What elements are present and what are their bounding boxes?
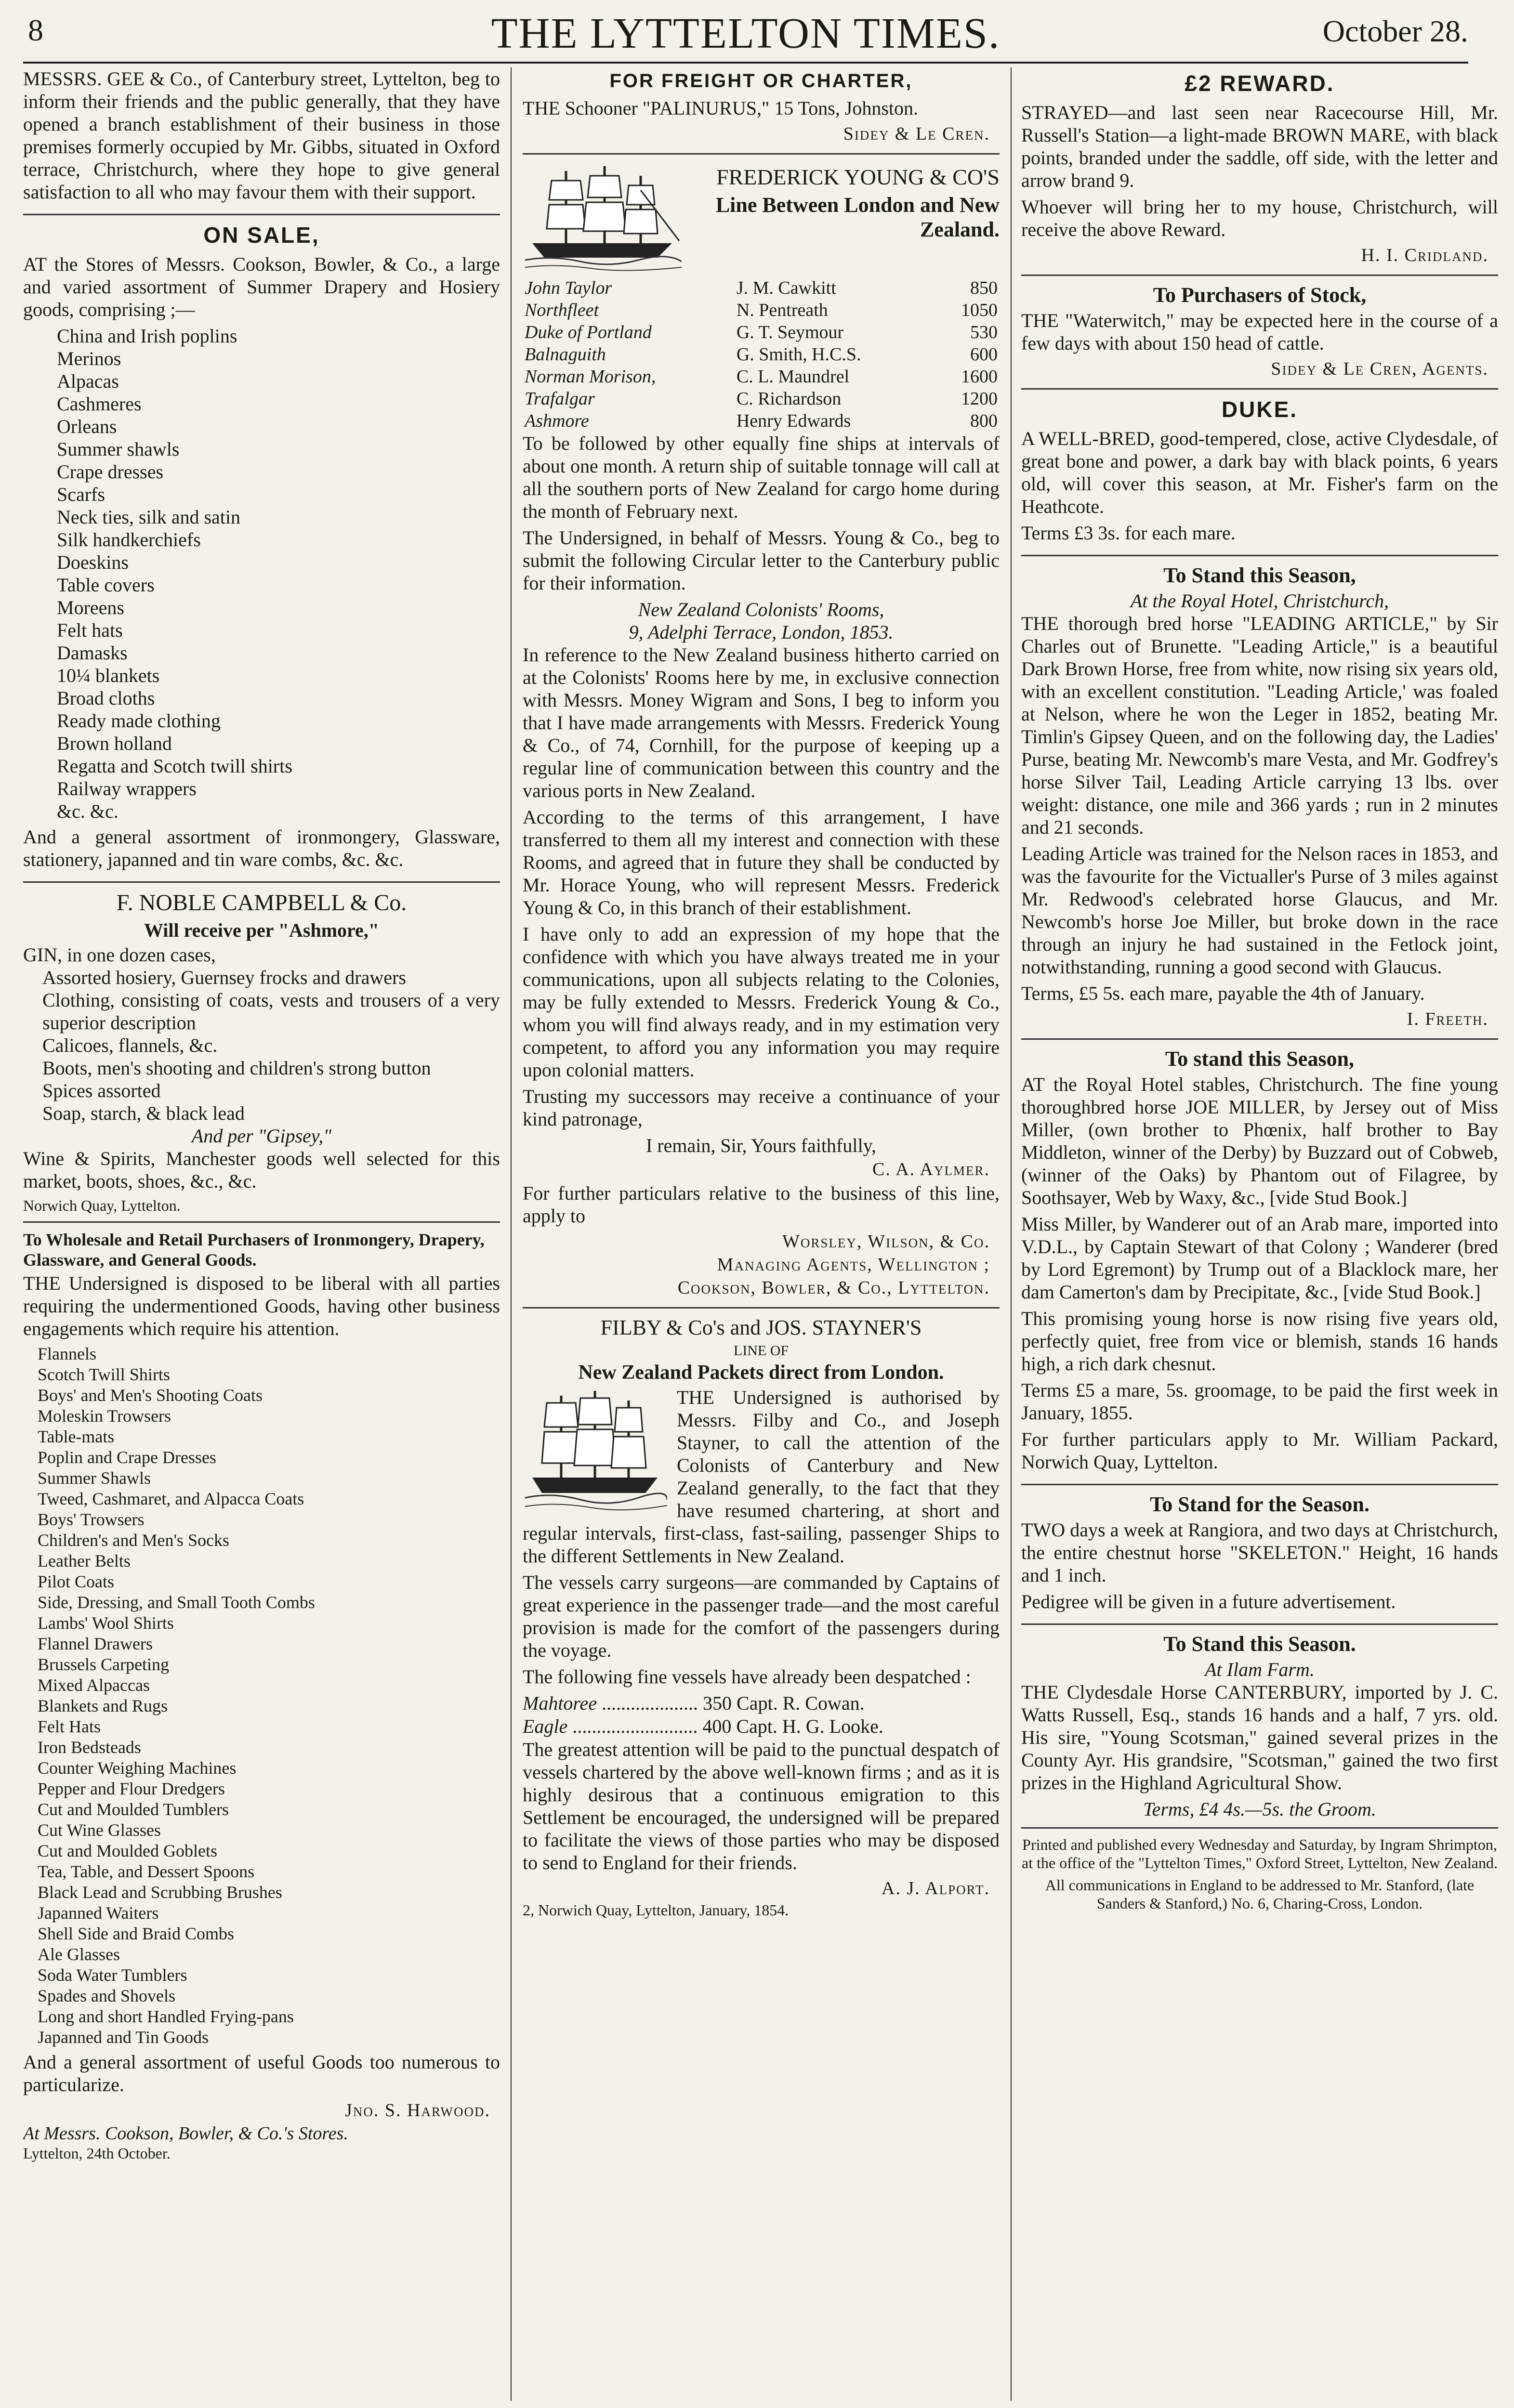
wholesale-outro: And a general assortment of useful Goods too numerous to particularize. [23,2051,500,2095]
freight-advert [523,70,1000,155]
wholesale-heading: To Wholesale and Retail Purchasers of Ironmongery, Drapery, Glassware, and General Goods. [23,1230,485,1269]
filby-line-of: LINE OF [733,1343,789,1359]
list-item: Leather Belts [38,1551,131,1570]
ship-illustration-icon [523,161,682,272]
campbell-title: F. NOBLE CAMPBELL & Co. [116,890,407,916]
duke-advert [1021,396,1498,556]
ship-tons: 1600 [961,366,998,387]
young-advert [523,161,1000,1309]
young-ships-table [523,277,1000,432]
campbell-line: Spices assorted [42,1080,161,1101]
joe-miller-advert [1021,1047,1498,1485]
wholesale-items [38,1344,500,2048]
column-divider [1011,67,1012,2401]
campbell-address: Norwich Quay, Lyttelton. [23,1197,181,1214]
list-item: Summer shawls [57,438,180,460]
filby-vessels [523,1692,1000,1738]
list-item: Tweed, Cashmaret, and Alpacca Coats [38,1489,304,1508]
captain-name: C. L. Maundrel [736,366,850,387]
list-item: Poplin and Crape Dresses [38,1448,216,1467]
young-dateline-1: New Zealand Colonists' Rooms, [638,599,884,620]
list-item: Damasks [57,642,128,664]
joe-p5: For further particulars apply to Mr. William Packard, Norwich Quay, Lyttelton. [1021,1428,1498,1473]
duke-text: A WELL-BRED, good-tempered, close, active Clydesdale, of great bone and power, a dark bay with black points, 6 years old, will cover this season, at Mr. Fisher's farm on the Heathcote. [1021,428,1498,517]
young-p4: According to the terms of this arrangement, I have transferred to them all my interest and connection with these Rooms, and agreed that in future they shall be conducted by Mr. Horace Young, who will represent Messrs. Frederick Young & Co, in this branch of their establishment. [523,806,1000,918]
header-rule [23,62,1468,64]
list-item: 10¼ blankets [57,665,160,686]
list-item: Cut Wine Glasses [38,1820,161,1840]
campbell-line: Boots, men's shooting and children's strong button [42,1057,431,1079]
skeleton-p2: Pedigree will be given in a future advertisement. [1021,1591,1396,1612]
duke-terms: Terms £3 3s. for each mare. [1021,522,1236,544]
vessel-captain: Capt. R. Cowan. [737,1692,865,1714]
leading-signature: I. Freeth. [1407,1009,1488,1029]
skeleton-p1: TWO days a week at Rangiora, and two days at Christchurch, the entire chestnut horse "SKELETON." Height, 16 hands and 1 inch. [1021,1519,1498,1586]
list-item: Black Lead and Scrubbing Brushes [38,1883,282,1902]
imprint-p2: All communications in England to be addressed to Mr. Stanford, (late Sanders & Stanford,) No. 6, Charing-Cross, London. [1045,1876,1475,1912]
leading-p3: Terms, £5 5s. each mare, payable the 4th of January. [1021,982,1425,1004]
ship-tons: 850 [970,278,998,298]
leading-subtitle: At the Royal Hotel, Christchurch, [1130,590,1389,612]
captain-name: J. M. Cawkitt [736,278,836,298]
reward-signature: H. I. Cridland. [1361,245,1488,265]
wholesale-date: Lyttelton, 24th October. [23,2145,171,2162]
list-item: Broad cloths [57,687,155,709]
list-item: Pepper and Flour Dredgers [38,1779,225,1798]
table-row [523,388,1000,410]
canterbury-title: To Stand this Season. [1163,1632,1356,1656]
list-item: Orleans [57,416,117,437]
gee-advert [23,67,500,215]
list-item: Brown holland [57,733,172,754]
wholesale-intro: THE Undersigned is disposed to be liberal with all parties requiring the undermentioned Goods, having other business engagements which require his attention. [23,1272,500,1339]
ship-tons: 530 [970,322,998,342]
wholesale-advert [23,1230,500,2169]
young-p1: To be followed by other equally fine ships at intervals of about one month. A return ship of suitable tonnage will call at all the southern ports of New Zealand for cargo home during the month of February next. [523,432,1000,522]
filby-subtitle: New Zealand Packets direct from London. [578,1361,944,1384]
reward-text-2: Whoever will bring her to my house, Christchurch, will receive the above Reward. [1021,196,1498,240]
list-item: Japanned Waiters [38,1903,159,1923]
gee-text: MESSRS. GEE & Co., of Canterbury street, Lyttelton, beg to inform their friends and the public generally, that they have opened a branch establishment of their business in those premises formerly occupied by Mr. Gibbs, situated in Oxford terrace, Christchurch, where they hope to give general satisfaction to all who may favour them with their support. [23,68,500,203]
filby-address: 2, Norwich Quay, Lyttelton, January, 1854. [523,1901,789,1919]
joe-p2: Miss Miller, by Wanderer out of an Arab mare, imported into V.D.L., by Captain Stewart of that Colony ; Wanderer (bred by Lord Egremont) by Trump out of a Blacklock mare, her dam Camerton's dam by Precipitate, &c., [vide Stud Book.] [1021,1213,1498,1303]
list-item: Moreens [57,597,124,618]
freight-text: THE Schooner "PALINURUS," 15 Tons, Johnston. [523,97,919,119]
list-item: Doeskins [57,551,129,573]
table-row [523,321,1000,343]
issue-date: October 28. [1322,14,1468,48]
ship-name: Norman Morison, [525,366,656,387]
filby-p1: THE Undersigned is authorised by Messrs. Filby and Co., and Joseph Stayner, to call the attention of the Colonists of Canterbury and New Zealand generally, to the fact that they have resumed chartering, at short and regular intervals, first-class, fast-sailing, passenger Ships to the different Settlements in New Zealand. [523,1387,1000,1567]
young-p7: For further particulars relative to the business of this line, apply to [523,1182,1000,1227]
ship-tons: 600 [970,344,998,365]
vessel-tons: 350 [703,1692,732,1714]
ship-name: Balnaguith [525,344,606,365]
vessel-row [523,1715,1000,1738]
on-sale-heading: ON SALE, [203,222,320,248]
imprint [1021,1835,1498,1919]
captain-name: G. Smith, H.C.S. [736,344,861,365]
list-item: Flannels [38,1344,96,1363]
filby-title: FILBY & Co's and JOS. STAYNER'S [600,1316,922,1339]
imprint-p1: Printed and published every Wednesday and Saturday, by Ingram Shrimpton, at the office of the "Lyttelton Times," Oxford Street, Lyttelton, New Zealand. [1022,1836,1498,1871]
wholesale-signature: Jno. S. Harwood. [345,2100,490,2120]
ship-name: John Taylor [525,278,612,298]
list-item: Ale Glasses [38,1945,120,1964]
leading-title: To Stand this Season, [1163,563,1356,587]
skeleton-title: To Stand for the Season. [1149,1492,1369,1516]
vessel-captain: Capt. H. G. Looke. [736,1715,883,1737]
list-item: Silk handkerchiefs [57,529,201,550]
joe-p3: This promising young horse is now rising five years old, perfectly quiet, free from vice or blemish, stands 16 hands high, a rich dark chesnut. [1021,1308,1498,1374]
list-item: Ready made clothing [57,710,221,732]
young-p6: Trusting my successors may receive a continuance of your kind patronage, [523,1086,1000,1130]
duke-heading: DUKE. [1221,397,1298,422]
list-item: Spades and Shovels [38,1986,175,2005]
ship-name: Duke of Portland [525,322,652,342]
vessel-name: Mahtoree [523,1692,597,1714]
campbell-subtitle: Will receive per "Ashmore," [144,919,380,941]
young-p5: I have only to add an expression of my hope that the confidence with which you have always treated me in your communications, upon all subjects relating to the Colonies, may be fully extended to Messrs. Frederick Young & Co., whom you will find always ready, and in my estimation very competent, to afford you any information you may require upon colonial matters. [523,923,1000,1081]
on-sale-intro: AT the Stores of Messrs. Cookson, Bowler, & Co., a large and varied assortment of Summer Drapery and Hosiery goods, comprising ;— [23,253,500,320]
freight-signature: Sidey & Le Cren. [843,124,990,144]
ship-tons: 1200 [961,389,998,409]
table-row [523,277,1000,299]
young-p3: In reference to the New Zealand business hitherto carried on at the Colonists' Rooms here by me, in exclusive connection with Messrs. Money Wigram and Sons, I beg to inform you that I have made arrangements with Messrs. Frederick Young & Co., of 74, Cornhill, for the purpose of keeping up a regular line of communication between this country and the various ports in New Zealand. [523,644,1000,801]
vessel-row [523,1692,1000,1715]
list-item: Counter Weighing Machines [38,1758,237,1778]
vessel-tons: 400 [702,1715,732,1737]
list-item: Scarfs [57,484,105,505]
leader-dots: .................... [602,1692,698,1714]
filby-advert [523,1315,1000,1926]
wholesale-place: At Messrs. Cookson, Bowler, & Co.'s Stores. [23,2123,348,2144]
captain-name: G. T. Seymour [736,322,844,342]
campbell-line: Calicoes, flannels, &c. [42,1034,218,1056]
on-sale-items [57,325,500,823]
vessel-name: Eagle [523,1715,568,1737]
list-item: Blankets and Rugs [38,1696,168,1715]
stock-advert [1021,283,1498,390]
canterbury-subtitle: At Ilam Farm. [1205,1659,1315,1680]
ship-tons: 800 [970,411,998,431]
filby-p2: The vessels carry surgeons—are commanded by Captains of great experience in the passenger trade—and the most careful provision is made for the comfort of the passengers during the voyage. [523,1571,1000,1661]
young-subtitle: Line Between London and New Zealand. [715,193,1000,241]
list-item: Pilot Coats [38,1572,115,1591]
ship-name: Northfleet [525,300,599,320]
freight-heading: FOR FREIGHT OR CHARTER, [609,70,913,92]
list-item: Boys' Trowsers [38,1510,145,1529]
canterbury-advert [1021,1632,1498,1829]
list-item: Felt hats [57,619,123,641]
list-item: Long and short Handled Frying-pans [38,2007,294,2026]
column-2 [523,67,1000,2401]
list-item: Summer Shawls [38,1468,151,1488]
campbell-wine: Wine & Spirits, Manchester goods well selected for this market, boots, shoes, &c., &c. [23,1148,500,1192]
list-item: Merinos [57,348,121,369]
ship-tons: 1050 [961,300,998,320]
filby-p3: The following fine vessels have already been despatched : [523,1666,971,1688]
list-item: Crape dresses [57,461,164,483]
captain-name: C. Richardson [736,389,842,409]
captain-name: N. Pentreath [736,300,828,320]
list-item: Soda Water Tumblers [38,1965,187,1985]
table-row [523,410,1000,432]
list-item: Boys' and Men's Shooting Coats [38,1386,263,1405]
young-p2: The Undersigned, in behalf of Messrs. Young & Co., beg to submit the following Circular letter to the Canterbury public for their information. [523,527,1000,594]
on-sale-advert [23,222,500,883]
list-item: Shell Side and Braid Combs [38,1924,234,1943]
list-item: Table covers [57,574,155,596]
list-item: Side, Dressing, and Small Tooth Combs [38,1593,315,1612]
list-item: Felt Hats [38,1717,101,1736]
on-sale-outro: And a general assortment of ironmongery, Glassware, stationery, japanned and tin ware combs, &c. &c. [23,826,500,870]
campbell-line: Assorted hosiery, Guernsey frocks and drawers [42,967,406,988]
table-row [523,299,1000,321]
list-item: Neck ties, silk and satin [57,506,241,528]
young-agent-2: Managing Agents, Wellington ; [717,1255,990,1275]
masthead: THE LYTTELTON TIMES. [491,10,1001,57]
canterbury-p1: THE Clydesdale Horse CANTERBURY, imported by J. C. Watts Russell, Esq., stands 16 hands and a half, 7 yrs. old. His sire, "Young Scotsman," gained several prizes in the County Ayr. His grandsire, "Scotsman," gained the two first prizes in the Highland Agricultural Show. [1021,1681,1498,1793]
reward-heading: £2 REWARD. [1185,71,1335,96]
skeleton-advert [1021,1492,1498,1625]
list-item: &c. &c. [57,800,118,822]
list-item: Cut and Moulded Goblets [38,1841,217,1860]
page-number: 8 [28,13,43,47]
list-item: Tea, Table, and Dessert Spoons [38,1862,255,1881]
ship-illustration-icon [523,1386,667,1511]
leader-dots: .......................... [572,1715,698,1737]
list-item: Lambs' Wool Shirts [38,1613,174,1633]
ship-name: Trafalgar [525,389,595,409]
list-item: Scotch Twill Shirts [38,1365,170,1384]
list-item: Railway wrappers [57,778,197,799]
list-item: Cut and Moulded Tumblers [38,1800,229,1819]
young-title: FREDERICK YOUNG & CO'S [716,165,1000,189]
list-item: Flannel Drawers [38,1634,153,1653]
column-3 [1021,67,1498,2401]
reward-advert [1021,70,1498,276]
ship-name: Ashmore [525,411,589,431]
reward-text: STRAYED—and last seen near Racecourse Hill, Mr. Russell's Station—a light-made BROWN MARE, with black points, branded under the saddle, off side, with the letter and arrow brand 9. [1021,102,1498,191]
list-item: Japanned and Tin Goods [38,2028,209,2047]
young-agent-1: Worsley, Wilson, & Co. [782,1231,990,1252]
young-agent-3: Cookson, Bowler, & Co., Lyttelton. [677,1278,990,1298]
joe-p1: AT the Royal Hotel stables, Christchurch. The fine young thoroughbred horse JOE MILLER, by Jersey out of Miss Miller, (own brother to Phœnix, half brother to Bay Middleton, winner of the Derby) by Buzzard out of Cobweb, (winner of the Oaks) by Phantom out of Filagree, by Soothsayer, Web by Waxy, &c., [vide Stud Book.] [1021,1073,1498,1208]
list-item: Table-mats [38,1427,115,1446]
captain-name: Henry Edwards [736,411,851,431]
filby-p4: The greatest attention will be paid to the punctual despatch of vessels chartered by the above well-known firms ; and as it is highly desirous that a continuous emigration to this Settlement be encouraged, the undersigned will be prepared to facilitate the views of those parties who may be disposed to send to England for their friends. [523,1739,1000,1873]
campbell-line: Clothing, consisting of coats, vests and trousers of a very superior description [42,989,500,1034]
campbell-line: GIN, in one dozen cases, [23,944,216,966]
list-item: Iron Bedsteads [38,1738,141,1757]
list-item: Moleskin Trowsers [38,1406,171,1426]
leading-p1: THE thorough bred horse "LEADING ARTICLE," by Sir Charles out of Brunette. "Leading Article," is a beautiful Dark Brown Horse, free from white, now rising six years old, with an excellent constitution. "Leading Article,' was foaled at Nelson, where he won the Leger in 1852, beating Mr. Timlin's Gipsey Queen, and on the following day, the Ladies' Purse, beating Mr. Newcomb's mare Vesta, and Mr. Godfrey's horse Silver Tail, Leading Article carrying 13 lbs. over weight: distance, one mile and 366 yards ; run in 2 minutes and 21 seconds. [1021,613,1498,838]
leading-p2: Leading Article was trained for the Nelson races in 1853, and was the favourite for the Victualler's Purse of 3 miles against Mr. Redwood's celebrated horse Glaucus, and Mr. Newcomb's horse Joe Miller, but broke down in the race through an injury he had sustained in the Fetlock joint, notwithstanding, running a good second with Glaucus. [1021,843,1498,978]
list-item: Alpacas [57,370,119,392]
joe-title: To stand this Season, [1165,1047,1355,1071]
list-item: Brussels Carpeting [38,1655,169,1674]
stock-text: THE "Waterwitch," may be expected here in the course of a few days with about 150 head of cattle. [1021,310,1498,354]
canterbury-terms: Terms, £4 4s.—5s. the Groom. [1143,1798,1376,1820]
column-1 [23,67,500,2401]
stock-title: To Purchasers of Stock, [1153,283,1367,307]
table-row [523,366,1000,388]
newspaper-header [23,9,1468,62]
young-closing: I remain, Sir, Yours faithfully, [646,1135,876,1156]
leading-article-advert [1021,563,1498,1040]
filby-signature: A. J. Alport. [882,1878,990,1898]
per-gipsey: And per "Gipsey," [191,1125,332,1147]
young-signature: C. A. Aylmer. [872,1159,990,1179]
list-item: Regatta and Scotch twill shirts [57,755,292,777]
list-item: Mixed Alpaccas [38,1675,150,1695]
list-item: Children's and Men's Socks [38,1531,229,1550]
campbell-lines [23,943,500,1125]
campbell-advert [23,890,500,1223]
list-item: China and Irish poplins [57,325,237,347]
column-divider [511,67,512,2401]
stock-signature: Sidey & Le Cren, Agents. [1271,359,1488,379]
joe-p4: Terms £5 a mare, 5s. groomage, to be paid the first week in January, 1855. [1021,1379,1498,1424]
table-row [523,343,1000,366]
young-dateline-2: 9, Adelphi Terrace, London, 1853. [629,621,894,643]
campbell-line: Soap, starch, & black lead [42,1102,245,1124]
list-item: Cashmeres [57,393,142,415]
